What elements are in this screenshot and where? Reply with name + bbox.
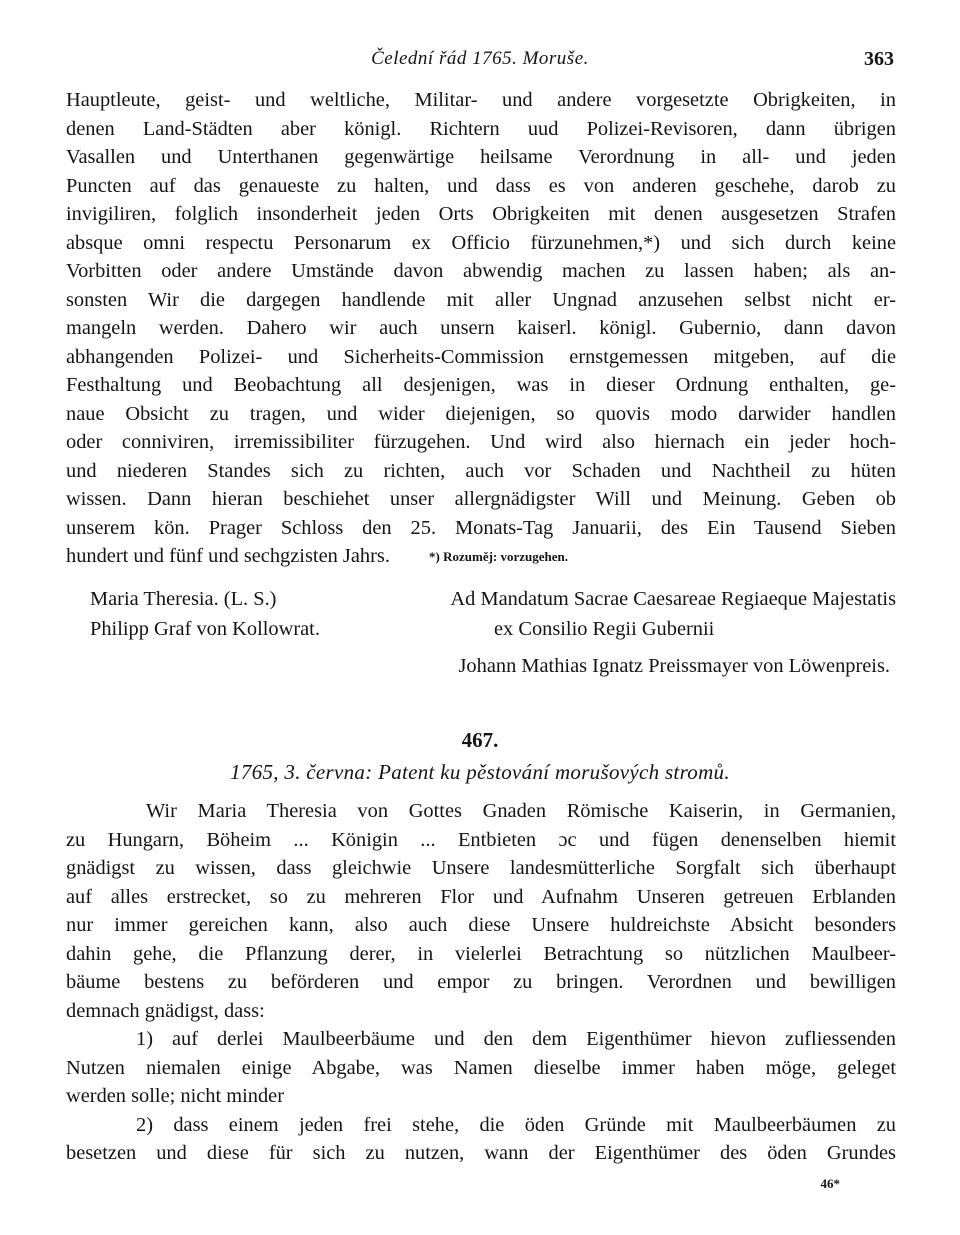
text-line: Vasallen und Unterthanen gegenwärtige heilsame Verordnung in all- und jeden (66, 146, 896, 168)
signature-consilio: ex Consilio Regii Gubernii (494, 618, 715, 640)
text-line: Nutzen niemalen einige Abgabe, was Namen dieselbe immer haben möge, geleget (66, 1056, 896, 1079)
signature-kollowrat: Philipp Graf von Kollowrat. (90, 618, 320, 640)
footnote: *) Rozuměj: vorzugehen. (429, 549, 569, 564)
text-line: wissen. Dann hieran beschiehet unser allergnädigster Will und Meinung. Geben ob (66, 488, 896, 510)
running-header (0, 44, 960, 72)
text-line: gnädigst zu wissen, dass gleichwie Unsere landesmütterliche Sorgfalt sich überhaupt (66, 857, 896, 879)
signature-row-2 (66, 618, 896, 648)
signature-row-3 (66, 655, 896, 685)
item-2-first-line: 2) dass einem jeden frei stehe, die öden Gründe mit Maulbeerbäumen zu (136, 1113, 896, 1136)
text-line: mangeln werden. Dahero wir auch unsern kaiserl. königl. Gubernio, dann davon (66, 317, 896, 339)
text-line: Puncten auf das genaueste zu halten, und dass es von anderen geschehe, darob zu (66, 174, 896, 197)
text-line: auf alles erstrecket, so zu mehreren Flor und Aufnahm Unseren getreuen Erblanden (66, 885, 896, 908)
document-number: 467. (461, 728, 499, 752)
closing-phrase: hundert und fünf und sechgzisten Jahrs. (66, 545, 390, 567)
document-heading: 1765, 3. června: Patent ku pěstování morušových stromů. (230, 760, 730, 784)
text-line: dahin gehe, die Pflanzung derer, in vielerlei Betrachtung so nützlichen Maulbeer- (66, 942, 896, 965)
paragraph-last-line: demnach gnädigst, dass: (66, 999, 265, 1022)
text-line: zu Hungarn, Böheim ... Königin ... Entbieten ɔc und fügen denenselben hiemit (66, 828, 896, 851)
page-number: 363 (864, 48, 894, 70)
text-line: oder conniviren, irremissibiliter fürzugehen. Und wird also hiernach ein jeder hoch- (66, 431, 896, 453)
text-line: sonsten Wir die dargegen handlende mit aller Ungnad anzusehen selbst nicht er- (66, 288, 896, 311)
item-1-last-line: werden solle; nicht minder (66, 1085, 285, 1107)
text-line: bäume bestens zu beförderen und empor zu bringen. Verordnen und bewilligen (66, 971, 896, 993)
text-line: besetzen und diese für sich zu nutzen, wann der Eigenthümer des öden Grundes (66, 1142, 896, 1164)
text-line: denen Land-Städten aber königl. Richtern uud Polizei-Revisoren, dann übrigen (66, 117, 896, 140)
running-title: Čelední řád 1765. Moruše. (371, 48, 589, 69)
text-line: nur immer gereichen kann, also auch diese Unsere huldreichste Absicht besonders (66, 914, 896, 936)
text-line: abhangenden Polizei- und Sicherheits-Commission ernstgemessen mitgeben, auf die (66, 345, 896, 368)
text-line: und niederen Standes sich zu richten, auch vor Schaden und Nachtheil zu hüten (66, 459, 896, 482)
text-line: absque omni respectu Personarum ex Officio fürzunehmen,*) und sich durch keine (66, 231, 896, 254)
paragraph-first-line: Wir Maria Theresia von Gottes Gnaden Römische Kaiserin, in Germanien, (146, 800, 896, 822)
continuation-text (66, 86, 896, 571)
item-1-first-line: 1) auf derlei Maulbeerbäume und den dem Eigenthümer hievon zufliessenden (136, 1028, 896, 1050)
text-line: Vorbitten oder andere Umstände davon abwendig machen zu lassen haben; als an- (66, 260, 896, 282)
sheet-signature-mark: 46* (820, 1176, 840, 1191)
text-line: Festhaltung und Beobachtung all desjenigen, was in dieser Ordnung enthalten, ge- (66, 374, 896, 396)
text-line: Hauptleute, geist- und weltliche, Militar- und andere vorgesetzte Obrigkeiten, in (66, 89, 896, 111)
signature-maria-theresia: Maria Theresia. (L. S.) (90, 588, 277, 610)
signature-row-1 (66, 588, 896, 618)
text-line-last (66, 542, 896, 571)
text-line: invigiliren, folglich insonderheit jeden Orts Obrigkeiten mit denen ausgesetzen Strafen (66, 203, 896, 225)
signature-mandate: Ad Mandatum Sacrae Caesareae Regiaeque Majestatis (450, 588, 896, 610)
signature-preissmayer: Johann Mathias Ignatz Preissmayer von Löwenpreis. (458, 655, 890, 677)
text-line: naue Obsicht zu tragen, und wider diejenigen, so quovis modo darwider handlen (66, 402, 896, 425)
document-body (66, 797, 896, 1168)
text-line: unserem kön. Prager Schloss den 25. Monats-Tag Januarii, des Ein Tausend Sieben (66, 516, 896, 539)
